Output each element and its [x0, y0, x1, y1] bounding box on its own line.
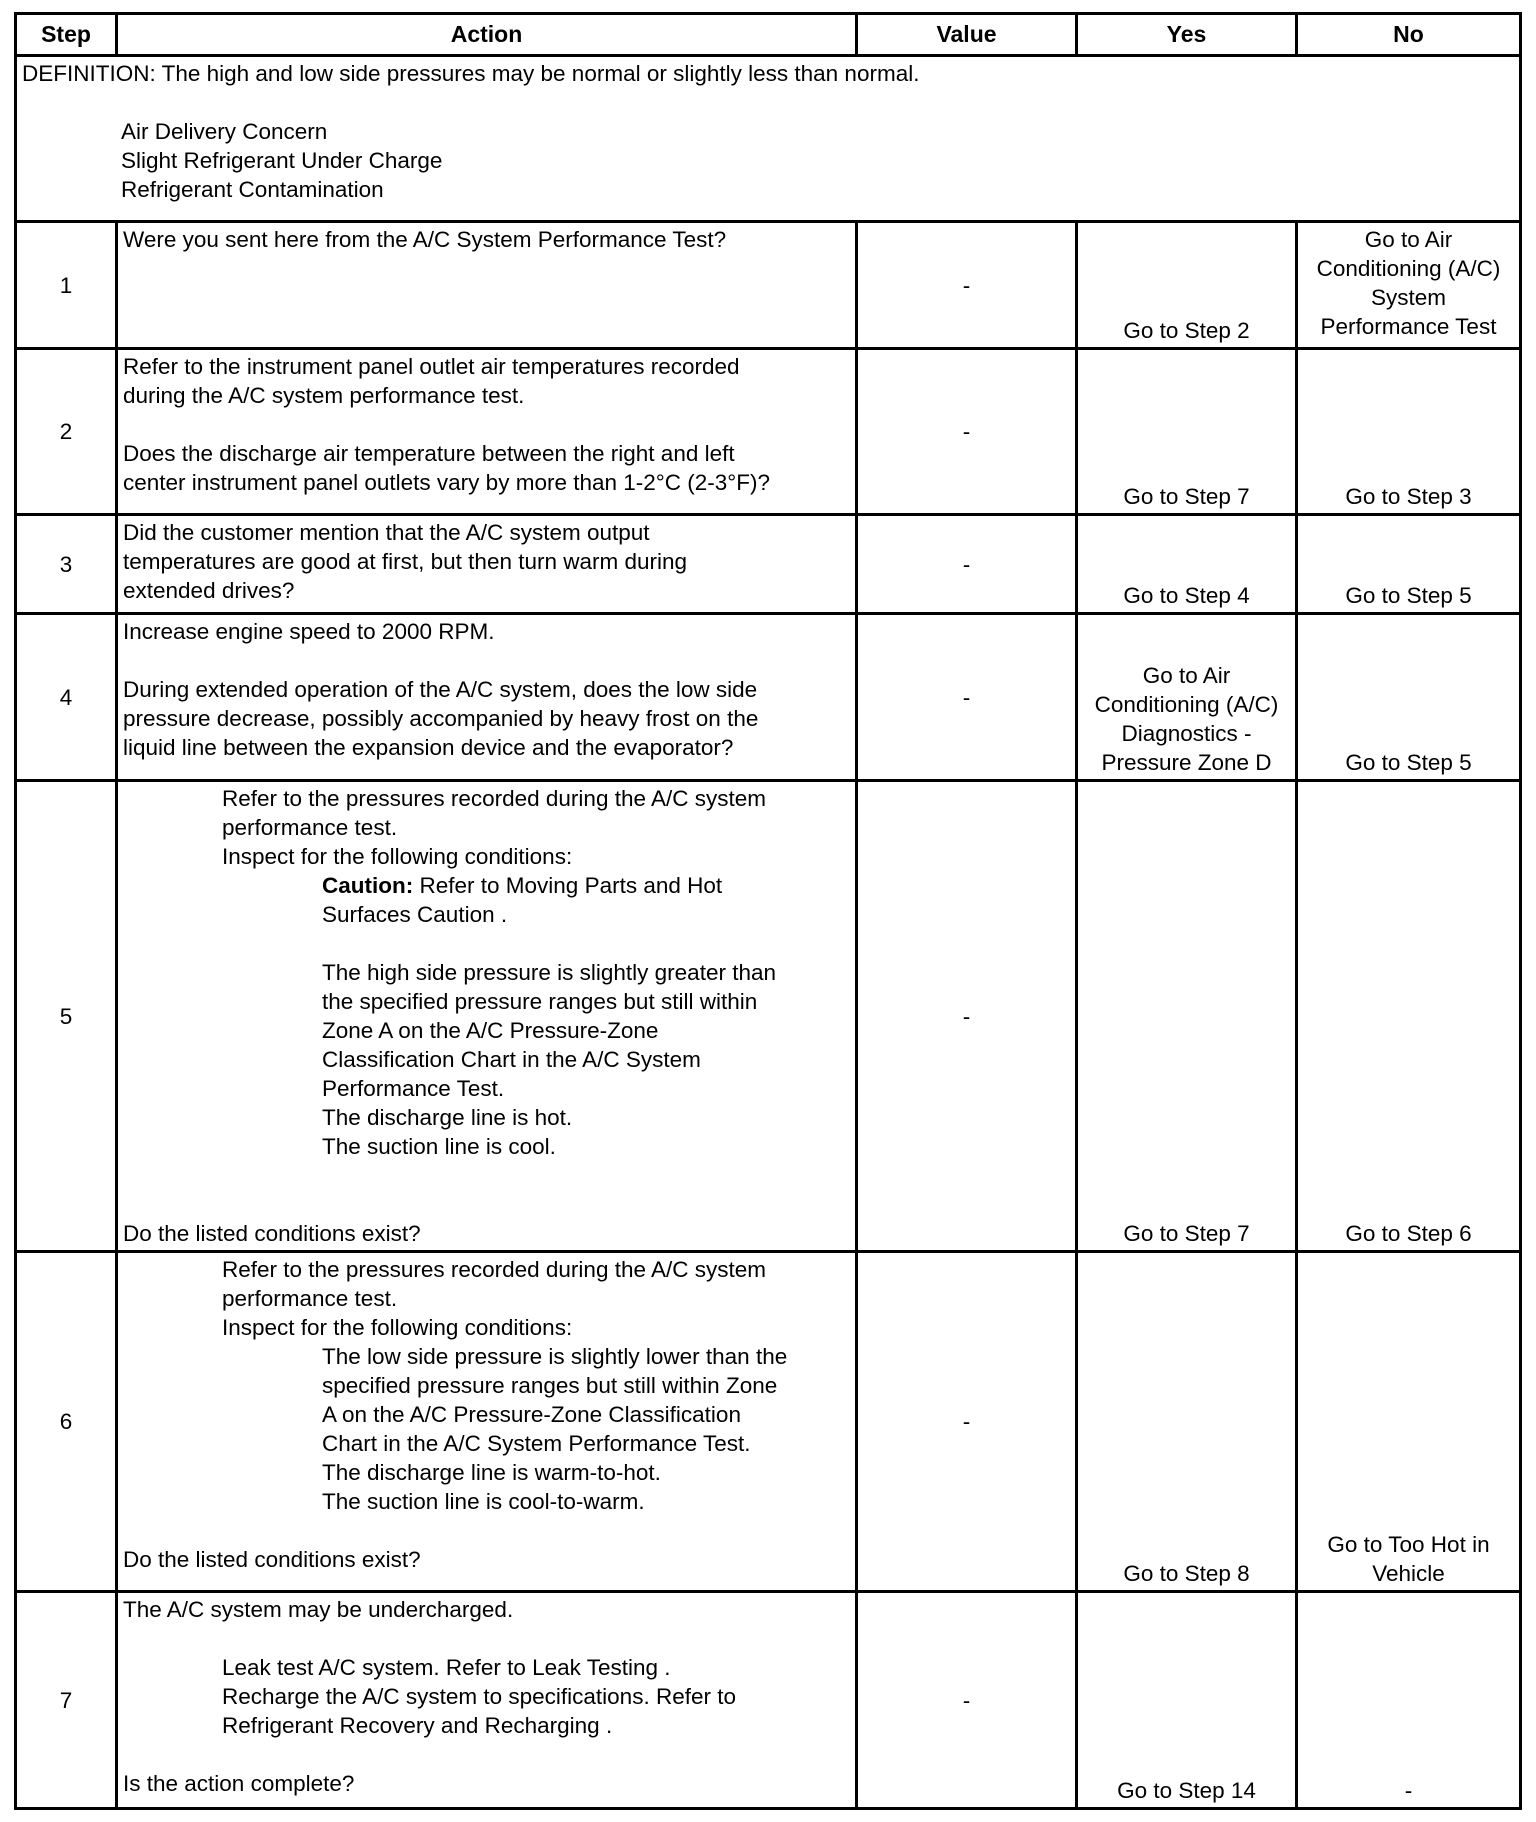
condition-line: The discharge line is warm-to-hot.	[322, 1460, 661, 1485]
definition-text: DEFINITION: The high and low side pressures may be normal or slightly less than normal.	[22, 61, 920, 86]
action-line: During extended operation of the A/C system, does the low side	[123, 677, 758, 702]
yes-link-line: Pressure Zone D	[1101, 750, 1272, 775]
header-step: Step	[16, 14, 117, 56]
action-line: Increase engine speed to 2000 RPM.	[123, 619, 495, 644]
condition-line: The low side pressure is slightly lower than the	[322, 1344, 788, 1369]
yes-link[interactable]: Go to Step 8	[1077, 1252, 1297, 1592]
value-cell: -	[857, 1592, 1077, 1809]
action-line: Refer to the pressures recorded during the A/C system	[222, 1257, 767, 1282]
value-cell: -	[857, 1252, 1077, 1592]
table-row	[16, 222, 1521, 349]
action-cell	[117, 1592, 857, 1809]
question-line: Do the listed conditions exist?	[123, 1547, 421, 1572]
step-number: 5	[16, 781, 117, 1252]
yes-link[interactable]	[1077, 614, 1297, 781]
action-cell	[117, 515, 857, 614]
action-line: Refrigerant Recovery and Recharging .	[222, 1713, 613, 1738]
value-cell: -	[857, 222, 1077, 349]
definition-item: Slight Refrigerant Under Charge	[121, 148, 443, 173]
header-no: No	[1297, 14, 1521, 56]
caution-link[interactable]: Refer to Moving Parts and Hot	[419, 873, 723, 898]
action-line: performance test.	[222, 815, 398, 840]
action-line: Refer to the pressures recorded during the A/C system	[222, 786, 767, 811]
no-link-line: System	[1370, 285, 1446, 310]
diagnostic-table	[14, 12, 1522, 1810]
value-cell: -	[857, 349, 1077, 515]
no-link-line: Performance Test	[1320, 314, 1497, 339]
action-line: Inspect for the following conditions:	[222, 1315, 573, 1340]
value-cell: -	[857, 781, 1077, 1252]
action-line: Did the customer mention that the A/C system output	[123, 520, 650, 545]
condition-line: the specified pressure ranges but still within	[322, 989, 758, 1014]
yes-link[interactable]: Go to Step 14	[1077, 1592, 1297, 1809]
value-cell: -	[857, 515, 1077, 614]
definition-cell	[16, 56, 1521, 222]
action-cell	[117, 349, 857, 515]
condition-line: A on the A/C Pressure-Zone Classification	[322, 1402, 741, 1427]
action-line: temperatures are good at first, but then turn warm during	[123, 549, 688, 574]
no-link-line: Go to Too Hot in	[1327, 1532, 1490, 1557]
definition-row	[16, 56, 1521, 222]
action-line: Surfaces Caution .	[322, 902, 508, 927]
step-number: 3	[16, 515, 117, 614]
table-row	[16, 781, 1521, 1252]
table-row	[16, 349, 1521, 515]
no-link[interactable]	[1297, 222, 1521, 349]
no-link[interactable]: Go to Step 3	[1297, 349, 1521, 515]
action-line: Were you sent here from the A/C System Performance Test?	[123, 227, 727, 252]
yes-link-line: Go to Air	[1142, 663, 1231, 688]
no-link[interactable]: Go to Step 6	[1297, 781, 1521, 1252]
caution-label: Caution:	[322, 873, 414, 898]
step-number: 2	[16, 349, 117, 515]
action-line: Recharge the A/C system to specifications. Refer to	[222, 1684, 736, 1709]
action-line: performance test.	[222, 1286, 398, 1311]
action-line: pressure decrease, possibly accompanied by heavy frost on the	[123, 706, 759, 731]
action-cell	[117, 781, 857, 1252]
no-link-line: Go to Air	[1364, 227, 1453, 252]
condition-line: The suction line is cool-to-warm.	[322, 1489, 645, 1514]
action-line: Does the discharge air temperature between the right and left	[123, 441, 735, 466]
action-cell	[117, 1252, 857, 1592]
action-line: center instrument panel outlets vary by more than 1-2°C (2-3°F)?	[123, 470, 771, 495]
step-number: 6	[16, 1252, 117, 1592]
no-link[interactable]: Go to Step 5	[1297, 614, 1521, 781]
no-link: -	[1297, 1592, 1521, 1809]
condition-line: The high side pressure is slightly greater than	[322, 960, 776, 985]
question-line: Do the listed conditions exist?	[123, 1221, 421, 1246]
yes-link-line: Diagnostics -	[1121, 721, 1252, 746]
action-line: during the A/C system performance test.	[123, 383, 525, 408]
condition-line: Zone A on the A/C Pressure-Zone	[322, 1018, 659, 1043]
header-action: Action	[117, 14, 857, 56]
action-line: The A/C system may be undercharged.	[123, 1597, 514, 1622]
action-cell	[117, 614, 857, 781]
step-number: 7	[16, 1592, 117, 1809]
table-row	[16, 1252, 1521, 1592]
condition-line: The suction line is cool.	[322, 1134, 556, 1159]
action-line: Refer to the instrument panel outlet air temperatures recorded	[123, 354, 740, 379]
action-line: extended drives?	[123, 578, 295, 603]
no-link-line: Conditioning (A/C)	[1316, 256, 1501, 281]
question-line: Is the action complete?	[123, 1771, 355, 1796]
no-link-line: Vehicle	[1372, 1561, 1445, 1586]
condition-line: The discharge line is hot.	[322, 1105, 573, 1130]
step-number: 1	[16, 222, 117, 349]
yes-link[interactable]: Go to Step 7	[1077, 781, 1297, 1252]
yes-link-line: Conditioning (A/C)	[1094, 692, 1279, 717]
condition-line: Performance Test.	[322, 1076, 505, 1101]
condition-line: Classification Chart in the A/C System	[322, 1047, 701, 1072]
condition-line: Chart in the A/C System Performance Test.	[322, 1431, 751, 1456]
definition-item: Refrigerant Contamination	[121, 177, 384, 202]
header-yes: Yes	[1077, 14, 1297, 56]
action-line: liquid line between the expansion device and the evaporator?	[123, 735, 734, 760]
no-link[interactable]	[1297, 1252, 1521, 1592]
header-value: Value	[857, 14, 1077, 56]
definition-item: Air Delivery Concern	[121, 119, 328, 144]
action-line: Inspect for the following conditions:	[222, 844, 573, 869]
step-number: 4	[16, 614, 117, 781]
condition-line: specified pressure ranges but still within Zone	[322, 1373, 778, 1398]
header-row	[16, 14, 1521, 56]
action-cell	[117, 222, 857, 349]
value-cell: -	[857, 614, 1077, 781]
table-row	[16, 1592, 1521, 1809]
yes-link[interactable]: Go to Step 7	[1077, 349, 1297, 515]
table-row	[16, 614, 1521, 781]
no-link[interactable]: Go to Step 5	[1297, 515, 1521, 614]
yes-link[interactable]: Go to Step 2	[1077, 222, 1297, 349]
action-line: Leak test A/C system. Refer to Leak Testing .	[222, 1655, 671, 1680]
table-row	[16, 515, 1521, 614]
caution-line	[322, 871, 850, 900]
yes-link[interactable]: Go to Step 4	[1077, 515, 1297, 614]
